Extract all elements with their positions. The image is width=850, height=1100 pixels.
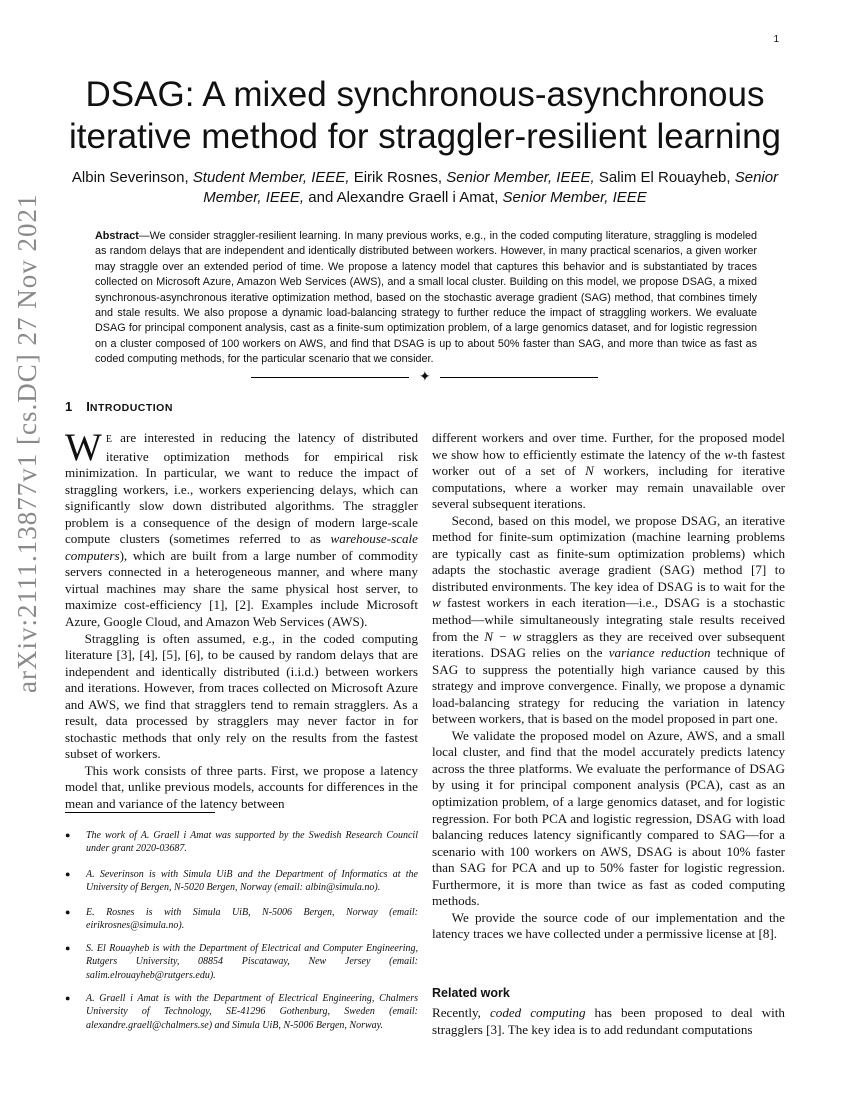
author-list: [60, 168, 790, 208]
author-role: Senior Member, IEEE,: [203, 169, 779, 206]
bullet-icon: ●: [65, 869, 71, 879]
author-role: Student Member, IEEE,: [192, 169, 350, 186]
author-name: Eirik Rosnes,: [353, 169, 443, 186]
paragraph: This work consists of three parts. First, we propose a latency model that, unlike previous models, accounts for differences in the mean and variance of the latency between: [65, 762, 418, 812]
author-role: Senior Member, IEEE: [502, 189, 647, 206]
bullet-icon: ●: [65, 830, 71, 840]
footnote-rule: [65, 812, 215, 813]
author-name: Albin Severinson,: [71, 169, 189, 186]
page-number: 1: [773, 34, 779, 45]
right-column-continued: [432, 1005, 785, 1038]
paragraph: Second, based on this model, we propose DSAG, an iterative method for finite-sum optimization (machine learning problems are typically cast as finite-sum optimization problems) which adapts the stochastic average gradient (SAG) method [7] to distributed environments. The key idea of DSAG is to wait for the w fastest workers in each iteration—i.e., DSAG is a stochastic method—while simultaneously integrating stale results received from the N − w stragglers as they are received over subsequent iterations. DSAG relies on the variance reduction technique of SAG to suppress the potentially high variance caused by this strategy and improve convergence. Finally, we propose a dynamic load-balancing strategy for reducing the variation in latency between workers, that is based on the model proposed in part one.: [432, 512, 786, 727]
paragraph: We provide the source code of our implementation and the latency traces we have collected under a permissive license at [8].: [432, 909, 785, 942]
abstract-label: Abstract: [95, 230, 139, 242]
footnote: ● E. Rosnes is with Simula UiB, N-5006 Bergen, Norway (email: eirikrosnes@simula.no).: [65, 907, 418, 932]
footnote: ● A. Severinson is with Simula UiB and the Department of Informatics at the University of Bergen, N-5020 Bergen, Norway (email: albin@simula.no).: [65, 869, 418, 894]
drop-cap: W: [65, 426, 102, 469]
separator-rule-left: [251, 377, 409, 378]
left-column: [65, 426, 418, 813]
paragraph: different workers and over time. Further, for the proposed model we show how to efficiently estimate the latency of the w-th fastest worker out of a set of N workers, including for iterative computations, where a worker may remain unavailable over several subsequent iterations.: [432, 430, 785, 512]
paragraph: Recently, coded computing has been proposed to deal with stragglers [3]. The key idea is to add redundant computations: [432, 1005, 785, 1037]
abstract-text: —We consider straggler-resilient learning. In many previous works, e.g., in the coded computing literature, straggling is modeled as random delays that are independent and identically distributed between workers. However, in many practical scenarios, a given worker may straggle over an extended period of time. We propose a latency model that captures this behavior and is substantiated by traces collected on Microsoft Azure, Amazon Web Services (AWS), and a small local cluster. Building on this model, we propose DSAG, a mixed synchronous-asynchronous iterative optimization method, based on the stochastic average gradient (SAG) method, that combines timely and stale results. We also propose a dynamic load-balancing strategy to further reduce the impact of straggling workers. We evaluate DSAG for principal component analysis, cast as a finite-sum optimization problem, of a large genomics dataset, and for logistic regression on a cluster composed of 100 workers on AWS, and find that DSAG is up to about 50% faster than SAG, and more than twice as fast as coded computing methods, for the particular scenario that we consider.: [95, 230, 757, 366]
section-title-rest: NTRODUCTION: [89, 402, 173, 414]
section-heading: [65, 399, 173, 414]
bullet-icon: ●: [65, 993, 71, 1003]
author-name: and Alexandre Graell i Amat,: [308, 189, 499, 206]
author-name: Salim El Rouayheb,: [598, 169, 731, 186]
paragraph: W E are interested in reducing the latency of distributed iterative optimization methods for empirical risk minimization. In particular, we want to reduce the impact of straggling workers, i.e., workers experiencing delays, which can significantly slow down distributed algorithms. The straggler problem is a consequence of the design of modern large-scale compute clusters (sometimes referred to as warehouse-scale computers), which are built from a large number of commodity servers connected in a heterogeneous manner, and where many virtual machines may share the same physical host server, to maximize cost-efficiency [1], [2]. Examples include Microsoft Azure, Google Cloud, and Amazon Web Services (AWS).: [65, 426, 418, 630]
section-number: 1: [65, 399, 73, 414]
paper-title: DSAG: A mixed synchronous-asynchronous iterative method for straggler-resilient learning: [69, 75, 781, 156]
footnote: ● S. El Rouayheb is with the Department of Electrical and Computer Engineering, Rutgers University, 08854 Piscataway, New Jersey (email: salim.elrouayheb@rutgers.edu).: [65, 943, 418, 981]
abstract: [95, 229, 757, 368]
subsection-heading: Related work: [432, 986, 510, 1000]
section-title-initial: I: [86, 399, 90, 414]
separator-rule-right: [440, 377, 598, 378]
footnote: ● A. Graell i Amat is with the Department of Electrical Engineering, Chalmers University of Technology, SE-41296 Gothenburg, Sweden (email: alexandre.graell@chalmers.se) and Simula UiB, N-5006 Bergen, Norway.: [65, 993, 418, 1031]
arxiv-identifier: arXiv:2111.13877v1 [cs.DC] 27 Nov 2021: [12, 193, 42, 693]
paragraph: Straggling is often assumed, e.g., in the coded computing literature [3], [4], [5], [6], to be caused by random delays that are independent and identically distributed (i.i.d.) between workers and iterations. However, from traces collected on Microsoft Azure and AWS, we find that stragglers tend to remain stragglers. As a result, data processed by stragglers may never factor in for stochastic methods that only rely on the results from the fastest subset of workers.: [65, 630, 418, 762]
author-role: Senior Member, IEEE,: [446, 169, 595, 186]
footnote: ● The work of A. Graell i Amat was supported by the Swedish Research Council under grant 2020-03687.: [65, 830, 418, 855]
paragraph: We validate the proposed model on Azure, AWS, and a small local cluster, and find that the model accurately predicts latency across the three platforms. We evaluate the performance of DSAG by using it for principal component analysis (PCA), cast as an optimization problem, of a large genomics dataset, and for logistic regression. For both PCA and logistic regression, DSAG with load balancing reduces latency significantly compared to SAG—for a scenario with 100 workers on AWS, DSAG is about 10% faster than SAG for PCA and up to 50% faster for logistic regression. Furthermore, it is more than twice as fast as coded computing methods.: [432, 727, 785, 909]
bullet-icon: ●: [65, 907, 71, 917]
bullet-icon: ●: [65, 943, 71, 953]
lead-smallcaps: E: [105, 434, 113, 445]
separator-ornament: ✦: [419, 369, 431, 385]
right-column: [432, 430, 785, 943]
